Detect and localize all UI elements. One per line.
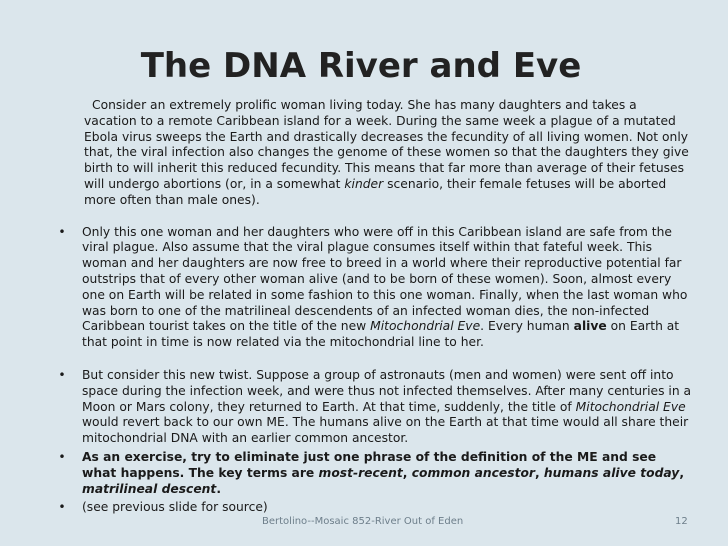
intro-emphasis: kinder (344, 176, 384, 191)
slide-number: 12 (675, 516, 688, 527)
bullet-icon: • (58, 500, 66, 515)
slide-title (0, 44, 728, 88)
bullet-2-emphasis: Mitochondrial Eve (575, 399, 686, 414)
bullet-4-text: (see previous slide for source) (82, 500, 268, 515)
bullet-2-text-b: would revert back to our own ME. The humans alive on the Earth at that time would all share their mitochondrial DNA with an earlier common ancestor. (82, 415, 689, 446)
key-term-3: humans alive today (543, 465, 680, 480)
bullet-2-text-a: But consider this new twist. Suppose a group of astronauts (men and women) were sent off into space during the infection week, and were thus not infected themselves. After many centuries in a Moon or Mars colony, they returned to Earth. At that time, suddenly, the title of (82, 367, 692, 414)
key-term-2: common ancestor (411, 465, 535, 480)
key-term-4: matrilineal descent (82, 481, 217, 496)
bullet-3-bold: As an exercise, try to eliminate just one phrase of the definition of the ME and see what happens. The key terms are most-recent, common ancestor, humans alive today, matrilineal descent. (82, 449, 684, 496)
footer-caption: Bertolino--Mosaic 852-River Out of Eden (262, 516, 464, 527)
slide-body (56, 98, 692, 516)
bullet-item-2 (58, 367, 692, 447)
bullet-item-3 (58, 449, 692, 497)
bullet-icon: • (58, 224, 66, 239)
bullet-1-text-a: Only this one woman and her daughters who were off in this Caribbean island are safe from the viral plague. Also assume that the viral plague consumes itself within that fateful week. This woman and her daughters are now free to breed in a world where their reproductive potential far outstrips that of every other woman alive (and to be born of these women). Soon, almost every one on Earth will be related in some fashion to this one woman. Finally, when the last woman who was born to one of the matrilineal descendents of an infected woman dies, the non-infected Caribbean tourist takes on the title of the new (82, 224, 688, 334)
intro-text: Consider an extremely prolific woman living today. She has many daughters and takes a vacation to a remote Caribbean island for a week. During the same week a plague of a mutated Ebola virus sweeps the Earth and drastically decreases the fecundity of all living women. Not only that, the viral infection also changes the genome of these women so that the daughters they give birth to will inherit this reduced fecundity. This means that far more than average of their fetuses will undergo abortions (or, in a somewhat (84, 98, 689, 191)
bullet-item-1 (58, 224, 692, 351)
key-term-1: most-recent (318, 465, 403, 480)
bullet-1-text-c: on Earth at that point in time is now related via the mitochondrial line to her. (82, 319, 680, 350)
bullet-1-emphasis: Mitochondrial Eve (370, 319, 481, 334)
bullet-3-text-a: As an exercise, try to eliminate just one phrase of the definition of the ME and see what happens. The key terms are (82, 449, 657, 480)
bullet-1-bold: alive (573, 319, 607, 334)
intro-text-end: scenario, their female fetuses will be aborted more often than male ones). (84, 176, 667, 207)
intro-paragraph (84, 98, 692, 209)
slide-footer (0, 514, 728, 530)
bullet-1-text-b: . Every human (480, 319, 570, 334)
slide-title-text: The DNA River and Eve (140, 46, 582, 86)
bullet-icon: • (58, 367, 66, 382)
bullet-icon: • (58, 449, 66, 464)
